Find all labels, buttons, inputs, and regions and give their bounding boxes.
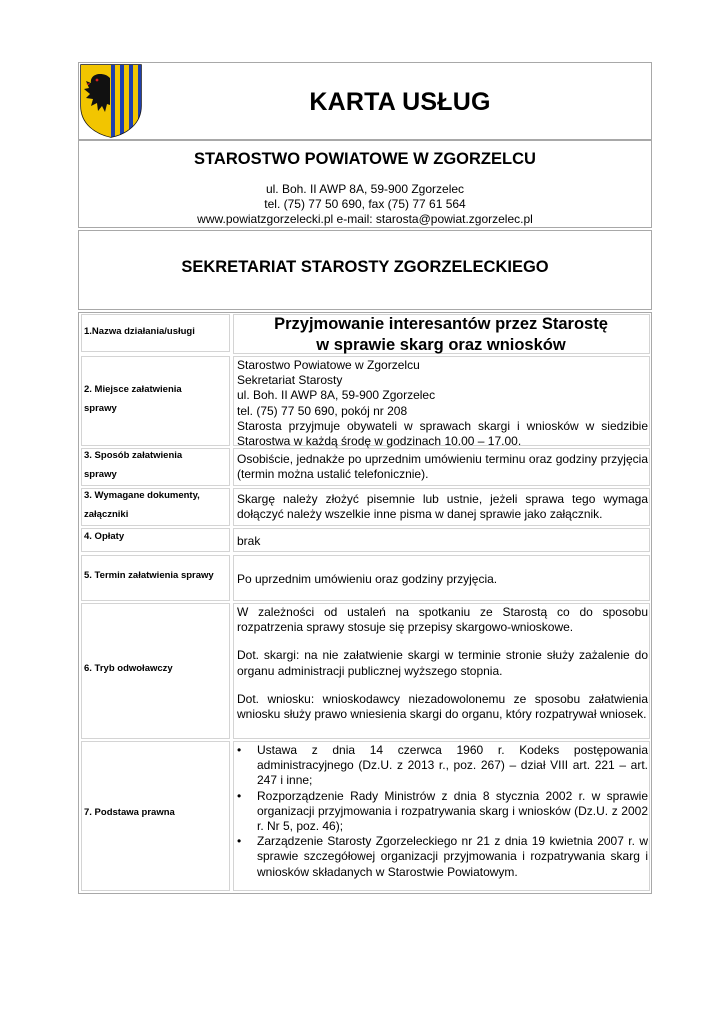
phone-line: tel. (75) 77 50 690, fax (75) 77 61 564 xyxy=(264,197,466,211)
service-name-line2: w sprawie skarg oraz wniosków xyxy=(316,336,566,354)
appeal-paragraph: Dot. skargi: na nie załatwienie skargi w terminie stronie służy zażalenie do organu administracji publicznej wyższego stopnia. xyxy=(237,648,648,678)
row-label-legal-basis: 7. Podstawa prawna xyxy=(84,807,175,818)
web-email-line: www.powiatzgorzelecki.pl e-mail: starosta@powiat.zgorzelec.pl xyxy=(197,212,533,226)
row-label-service-name: 1.Nazwa działania/usługi xyxy=(84,326,195,337)
legal-basis-text: Ustawa z dnia 14 czerwca 1960 r. Kodeks postępowania administracyjnego (Dz.U. z 2013 r., poz. 267) – dział VIII art. 221 – art. 247 i inne; xyxy=(257,743,648,788)
legal-basis-item xyxy=(237,743,648,789)
legal-basis-value xyxy=(237,743,648,880)
coat-of-arms-logo xyxy=(80,64,142,138)
address-line: ul. Boh. II AWP 8A, 59-900 Zgorzelec xyxy=(265,182,465,196)
fees-value: brak xyxy=(237,534,261,548)
legal-basis-item xyxy=(237,789,648,835)
row-label-fees: 4. Opłaty xyxy=(84,531,125,542)
bullet-icon: • xyxy=(237,743,242,757)
organization-name: STAROSTWO POWIATOWE W ZGORZELCU xyxy=(194,150,536,168)
appeal-paragraph: Dot. wniosku: wnioskodawcy niezadowolonemu ze sposobu załatwienia wniosku służy prawo wniesienia skargi do organu, który rozpatrywał wniosek. xyxy=(237,691,648,722)
page-title: KARTA USŁUG xyxy=(309,88,491,116)
place-line: tel. (75) 77 50 690, pokój nr 208 xyxy=(237,403,408,418)
legal-basis-text: Zarządzenie Starosty Zgorzeleckiego nr 21 z dnia 19 kwietnia 2007 r. w sprawie szczegółowej organizacji przyjmowania i rozpatrywania skarg i wniosków składanych w Starostwie Powiatowym. xyxy=(257,834,648,879)
row-label-appeal: 6. Tryb odwoławczy xyxy=(84,663,173,674)
legal-basis-text: Rozporządzenie Rady Ministrów z dnia 8 stycznia 2002 r. w sprawie organizacji przyjmowania i rozpatrywania skarg i wniosków (Dz.U. z 2002 r. Nr 5, poz. 46); xyxy=(257,788,648,834)
row-label-method-line2: sprawy xyxy=(84,469,117,480)
appeal-paragraph: W zależności od ustaleń na spotkaniu ze Starostą co do sposobu rozpatrzenia sprawy stosuje się przepisy skargowo-wnioskowe. xyxy=(237,605,648,635)
place-line: ul. Boh. II AWP 8A, 59-900 Zgorzelec xyxy=(237,388,436,403)
bullet-icon: • xyxy=(237,834,242,849)
row-label-documents xyxy=(84,486,200,524)
row-label-place xyxy=(84,380,182,418)
place-line: Starostwo Powiatowe w Zgorzelcu xyxy=(237,358,420,372)
row-label-documents-line1: 3. Wymagane dokumenty, xyxy=(84,490,200,501)
service-name-line1: Przyjmowanie interesantów przez Starostę xyxy=(274,315,608,333)
row-label-method-line1: 3. Sposób załatwienia xyxy=(84,450,183,461)
appeal-value xyxy=(237,605,648,722)
place-value xyxy=(237,358,648,449)
place-line: Sekretariat Starosty xyxy=(237,373,343,388)
documents-value: Skargę należy złożyć pisemnie lub ustnie, jeżeli sprawa tego wymaga dołączyć należy wszelkie inne pisma w danej sprawie jako załącznik. xyxy=(237,492,648,522)
row-label-place-line2: sprawy xyxy=(84,403,117,414)
row-label-deadline: 5. Termin załatwienia sprawy xyxy=(84,570,214,581)
deadline-value: Po uprzednim umówieniu oraz godziny przyjęcia. xyxy=(237,572,498,586)
row-label-place-line1: 2. Miejsce załatwienia xyxy=(84,384,182,395)
legal-basis-item xyxy=(237,834,648,880)
bullet-icon: • xyxy=(237,788,242,803)
department-name: SEKRETARIAT STAROSTY ZGORZELECKIEGO xyxy=(181,258,549,276)
row-label-documents-line2: załączniki xyxy=(84,509,129,520)
row-label-method xyxy=(84,446,182,484)
method-value: Osobiście, jednakże po uprzednim umówieniu terminu oraz godziny przyjęcia (termin można ustalić telefonicznie). xyxy=(237,452,648,482)
place-text: Starosta przyjmuje obywateli w sprawach skargi i wniosków w siedzibie Starostwa w każdą środę w godzinach 10.00 – 17.00. xyxy=(237,418,648,449)
